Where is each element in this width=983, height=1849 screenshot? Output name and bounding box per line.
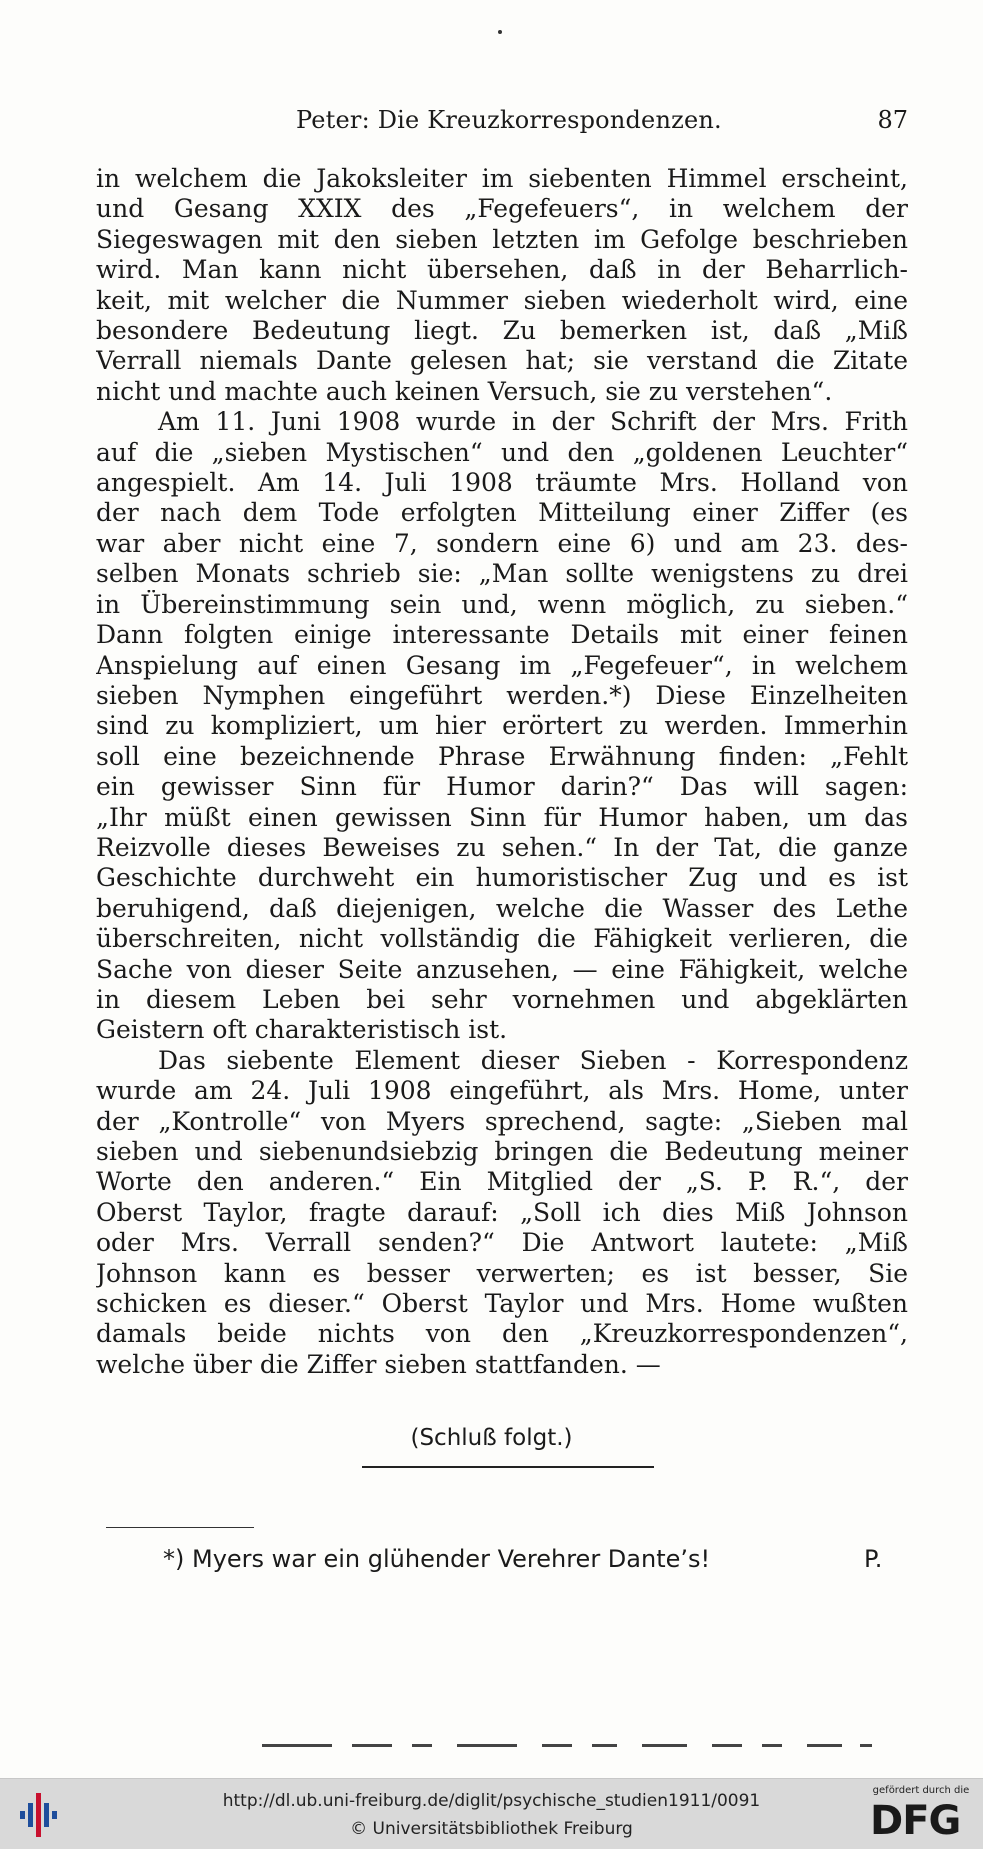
text-line: in welchem die Jakoksleiter im siebenten Himmel erscheint, [96,164,908,193]
text-line: selben Monats schrieb sie: „Man sollte wenigstens zu drei [96,559,908,589]
text-line: Verrall niemals Dante gelesen hat; sie verstand die Zitate [96,346,908,376]
text-line: Worte den anderen.“ Ein Mitglied der „S. P. R.“, der [96,1167,908,1197]
funding-caption: gefördert durch die [872,1785,970,1796]
footnote-text: *) Myers war ein glühender Verehrer Dante’s! [163,1545,711,1573]
text-line: „Ihr müßt einen gewissen Sinn für Humor haben, um das [96,802,908,832]
viewer-footer [0,1778,983,1849]
text-line: beruhigend, daß diejenigen, welche die Wasser des Lethe [96,893,908,923]
scan-speck [498,30,502,34]
dfg-logo: DFG [870,1798,961,1844]
text-line: welche über die Ziffer sieben stattfanden. — [96,1349,661,1379]
text-line: Oberst Taylor, fragte darauf: „Soll ich dies Miß Johnson [96,1197,908,1227]
source-link[interactable]: http://dl.ub.uni-freiburg.de/diglit/psychische_studien1911/0091 [222,1791,761,1811]
running-head [96,106,908,138]
footnote-rule [106,1527,254,1528]
text-line: Dann folgten einige interessante Details mit einer feinen [96,620,908,650]
text-line: Geistern oft charakteristisch ist. [96,1015,508,1045]
text-line: sieben Nymphen eingeführt werden.*) Diese Einzelheiten [96,680,908,710]
text-line: damals beide nichts von den „Kreuzkorrespondenzen“, [96,1319,908,1349]
footnote-signature: P. [864,1545,883,1573]
text-line: in Übereinstimmung sein und, wenn möglich, zu sieben.“ [96,589,908,619]
scan-artifact [262,1742,882,1748]
body-text [96,164,908,1380]
text-line: Das siebente Element dieser Sieben - Korrespondenz [158,1045,908,1075]
section-end-rule [362,1466,654,1468]
text-line: in diesem Leben bei sehr vornehmen und abgeklärten [96,984,908,1014]
text-line: und Gesang XXIX des „Fegefeuers“, in welchem der [96,194,908,224]
text-line: der „Kontrolle“ von Myers sprechend, sagte: „Sieben mal [96,1106,908,1136]
text-line: Johnson kann es besser verwerten; es ist besser, Sie [96,1258,908,1288]
text-line: sind zu kompliziert, um hier erörtert zu werden. Immerhin [96,711,908,741]
text-line: wird. Man kann nicht übersehen, daß in der Beharrlich- [96,255,908,285]
text-line: schicken es dieser.“ Oberst Taylor und Mrs. Home wußten [96,1289,908,1319]
text-line: Reizvolle dieses Beweises zu sehen.“ In der Tat, die ganze [96,832,908,862]
text-line: besondere Bedeutung liegt. Zu bemerken ist, daß „Miß [96,316,908,346]
funder-block [866,1785,976,1845]
text-line: wurde am 24. Juli 1908 eingeführt, als Mrs. Home, unter [96,1076,908,1106]
text-line: überschreiten, nicht vollständig die Fähigkeit verlieren, die [96,924,908,954]
text-line: oder Mrs. Verrall senden?“ Die Antwort lautete: „Miß [96,1228,908,1258]
text-line: ein gewisser Sinn für Humor darin?“ Das will sagen: [96,772,908,802]
text-line: angespielt. Am 14. Juli 1908 träumte Mrs. Holland von [96,468,908,498]
page-number: 87 [877,106,908,134]
text-line: nicht und machte auch keinen Versuch, sie zu verstehen“. [96,376,833,406]
text-line: Anspielung auf einen Gesang im „Fegefeuer“, in welchem [96,650,908,680]
text-line: Sache von dieser Seite anzusehen, — eine Fähigkeit, welche [96,954,908,984]
paragraph-2 [96,407,908,1046]
copyright-text: © Universitätsbibliothek Freiburg [350,1819,633,1839]
text-line: Siegeswagen mit den sieben letzten im Gefolge beschrieben [96,224,908,254]
text-line: keit, mit welcher die Nummer sieben wiederholt wird, eine [96,285,908,315]
running-title: Peter: Die Kreuzkorrespondenzen. [296,106,722,134]
text-line: soll eine bezeichnende Phrase Erwähnung finden: „Fehlt [96,741,908,771]
text-line: war aber nicht eine 7, sondern eine 6) und am 23. des- [96,528,908,558]
text-line: Geschichte durchweht ein humoristischer Zug und es ist [96,863,908,893]
paragraph-3 [96,1046,908,1380]
text-line: der nach dem Tode erfolgten Mitteilung einer Ziffer (es [96,498,908,528]
paragraph-1 [96,164,908,407]
continuation-note: (Schluß folgt.) [410,1425,573,1451]
text-line: sieben und siebenundsiebzig bringen die Bedeutung meiner [96,1137,908,1166]
text-line: Am 11. Juni 1908 wurde in der Schrift der Mrs. Frith [158,407,908,437]
text-line: auf die „sieben Mystischen“ und den „goldenen Leuchter“ [96,437,908,467]
